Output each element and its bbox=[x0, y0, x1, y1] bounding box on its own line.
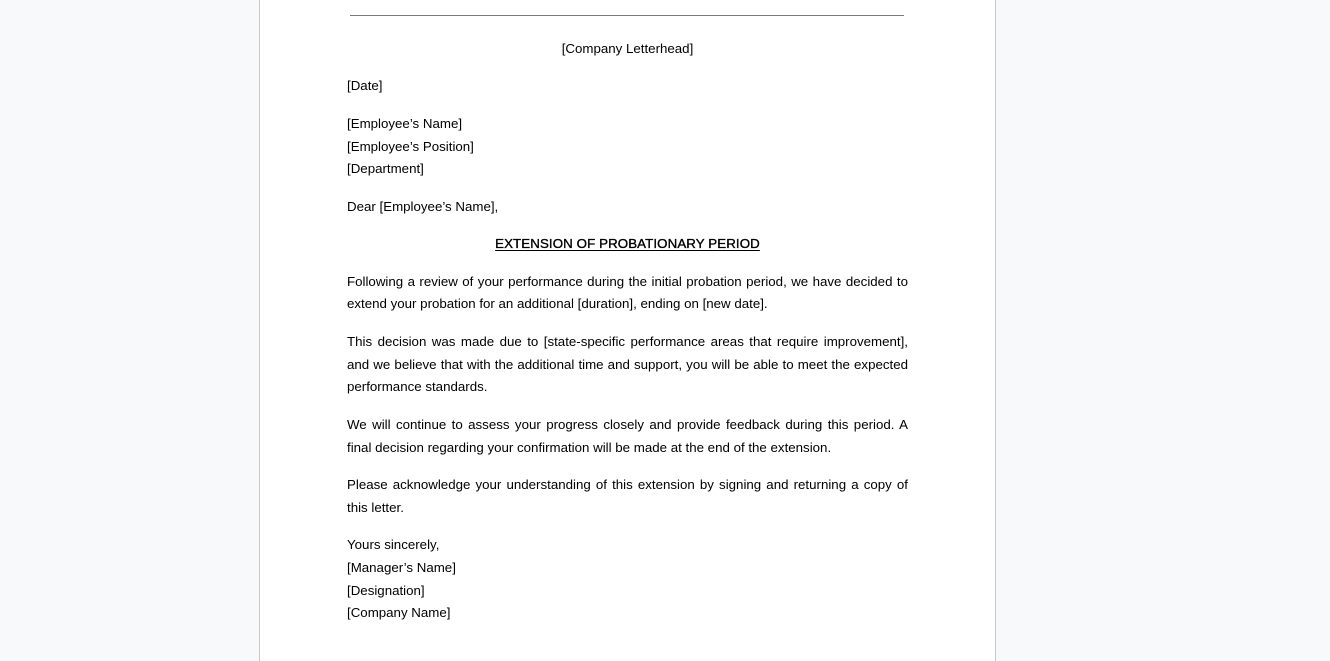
recipient-name: [Employee’s Name] bbox=[347, 115, 463, 131]
closing-block bbox=[347, 534, 908, 625]
header-divider bbox=[350, 15, 904, 16]
subject-heading: EXTENSION OF PROBATIONARY PERIOD bbox=[495, 236, 760, 252]
body-paragraph-2: This decision was made due to [state-specific performance areas that require improvement], and we believe that with the additional time and support, you will be able to meet the expected performance standards. bbox=[347, 333, 908, 395]
recipient-position: [Employee’s Position] bbox=[347, 138, 474, 154]
subject-line bbox=[347, 233, 908, 256]
body-paragraph-4: Please acknowledge your understanding of this extension by signing and returning a copy of this letter. bbox=[347, 476, 908, 515]
recipient-block bbox=[347, 113, 908, 181]
recipient-department: [Department] bbox=[347, 161, 424, 177]
manager-designation: [Designation] bbox=[347, 582, 425, 598]
letter-date: [Date] bbox=[347, 78, 383, 94]
document-page[interactable] bbox=[259, 0, 996, 661]
company-letterhead: [Company Letterhead] bbox=[561, 41, 694, 56]
manager-name: [Manager’s Name] bbox=[347, 559, 456, 575]
body-paragraph-3: We will continue to assess your progress closely and provide feedback during this period. A final decision regarding your confirmation will be made at the end of the extension. bbox=[347, 416, 908, 455]
letter-body bbox=[347, 38, 908, 640]
company-name: [Company Name] bbox=[347, 605, 451, 621]
sign-off: Yours sincerely, bbox=[347, 537, 440, 553]
body-paragraph-1: Following a review of your performance during the initial probation period, we have decided to extend your probation for an additional [duration], ending on [new date]. bbox=[347, 273, 908, 312]
salutation: Dear [Employee’s Name], bbox=[347, 198, 499, 214]
